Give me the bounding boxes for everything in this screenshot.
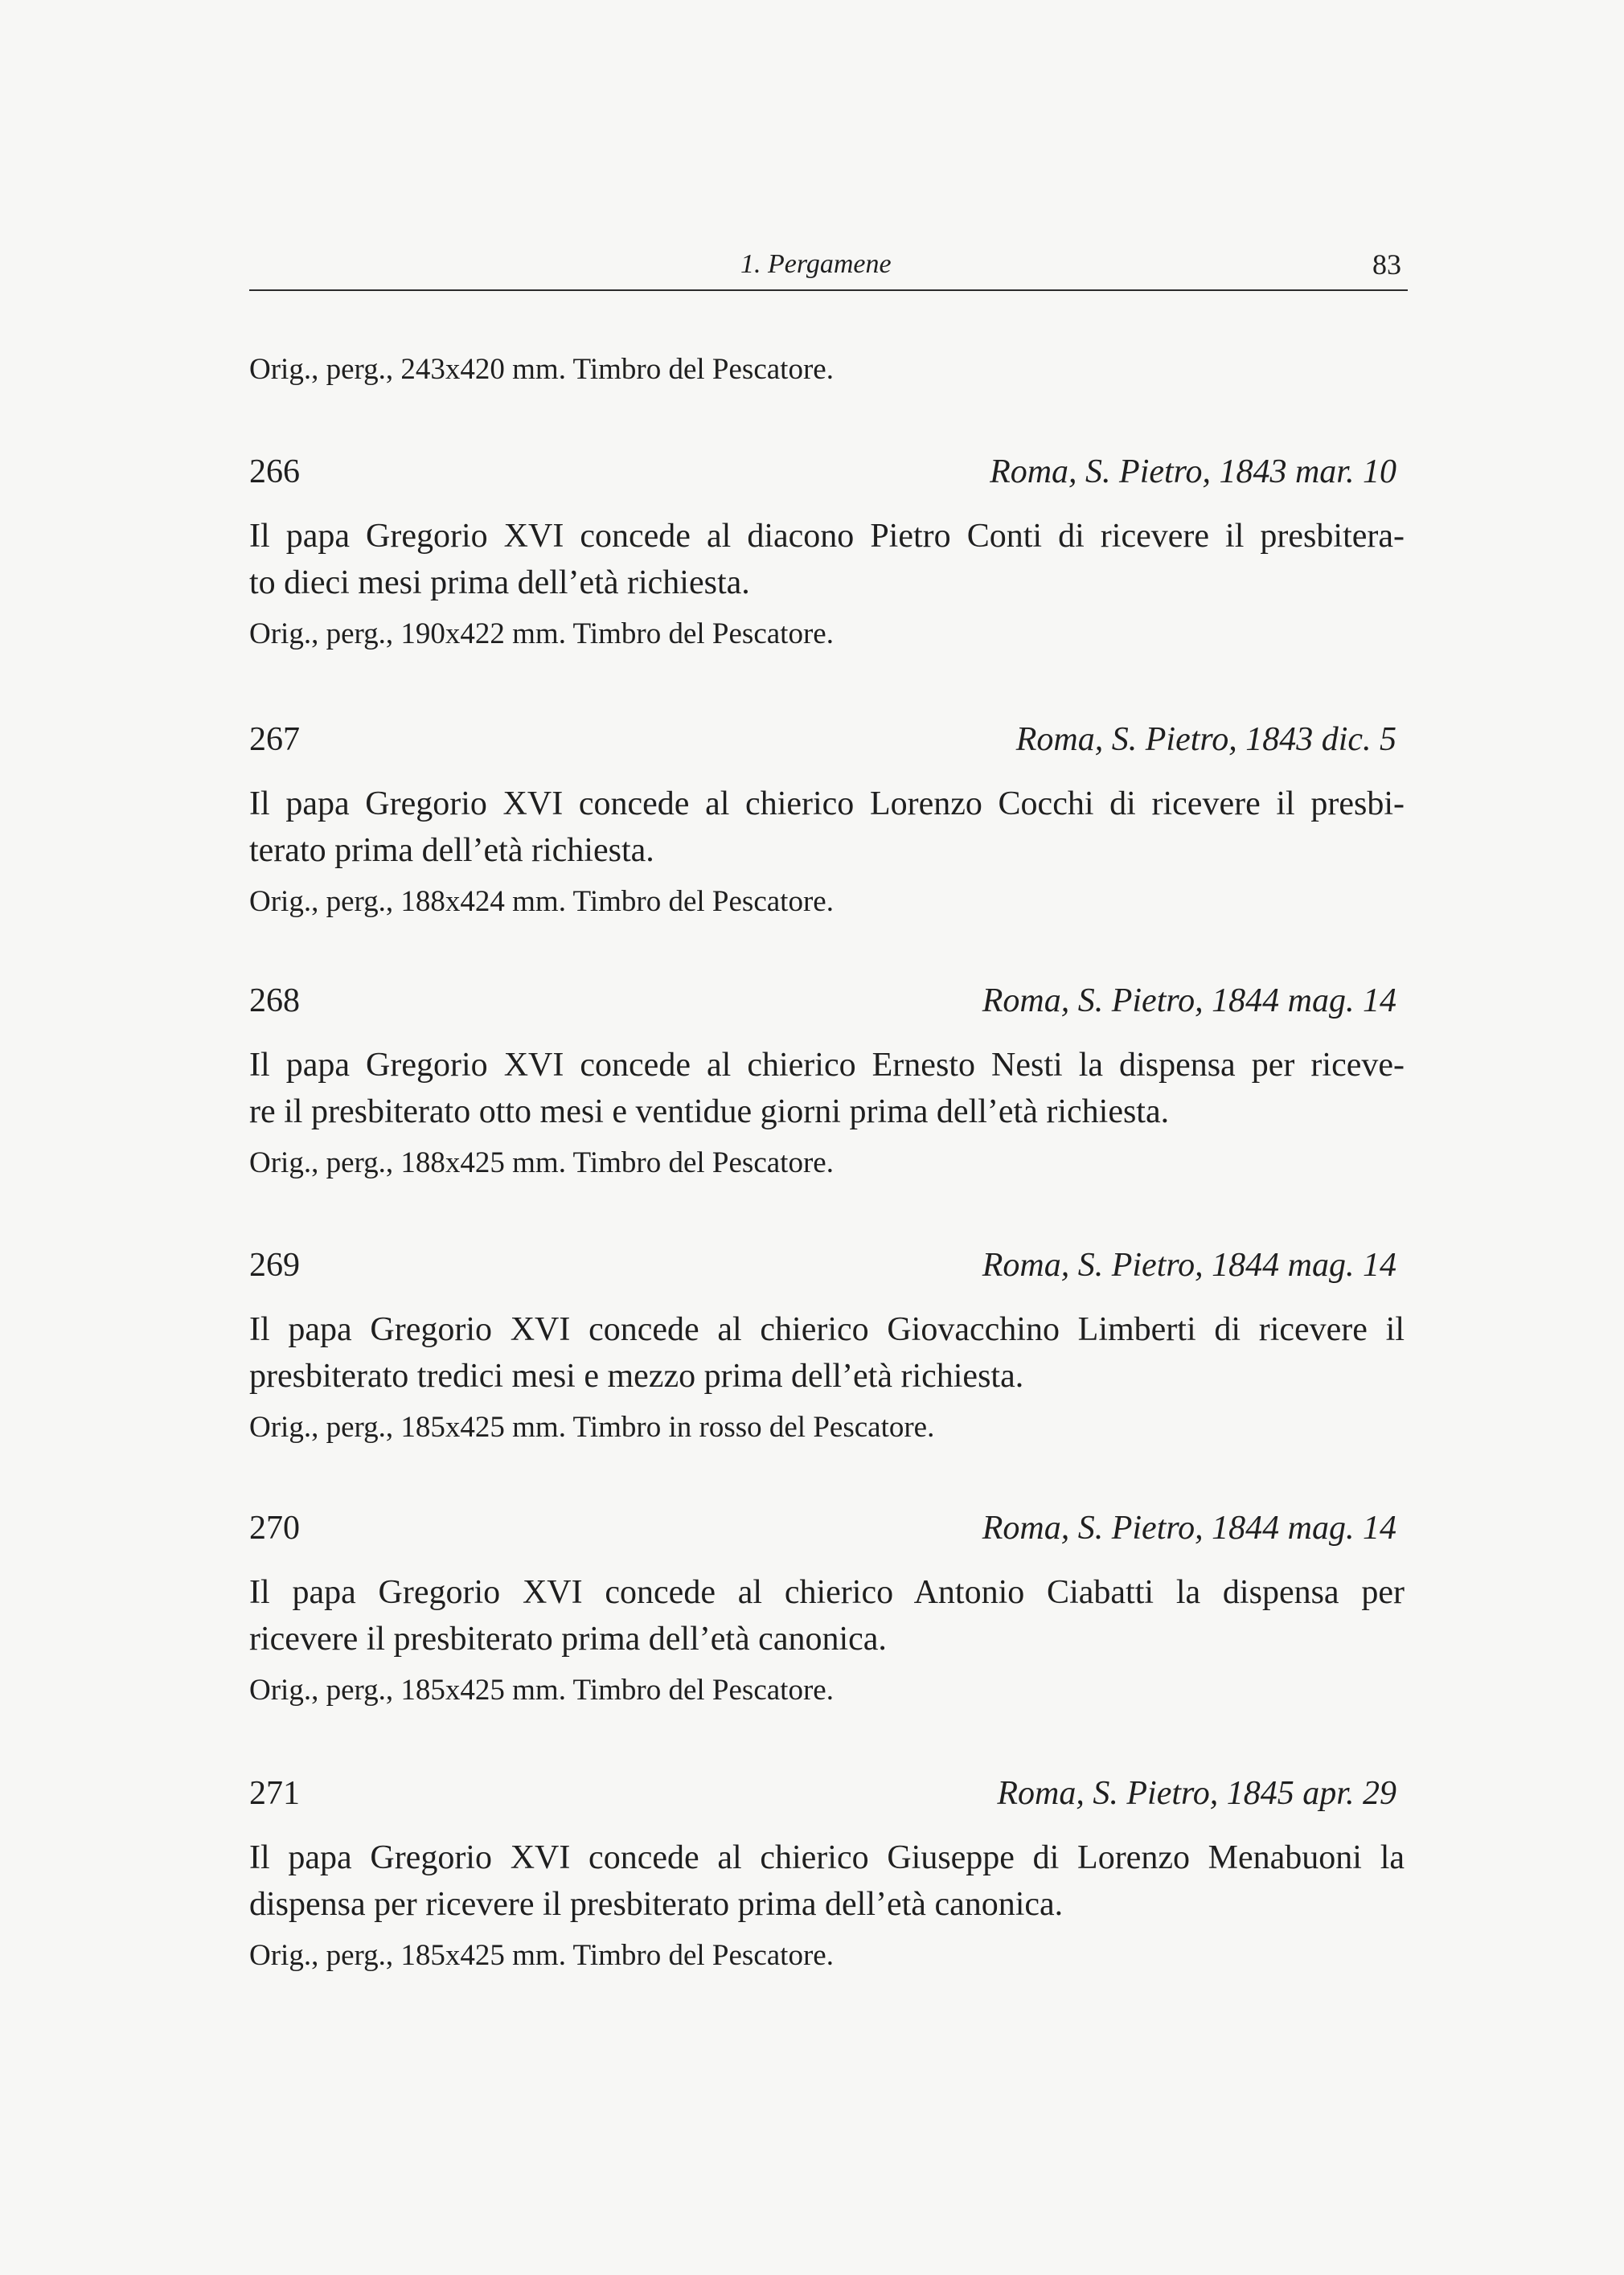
entry (249, 1506, 1405, 1710)
summary-line: presbiterato tredici mesi e mezzo prima dell’età richiesta. (249, 1358, 1024, 1395)
entry-heading (249, 1506, 1405, 1552)
entry-summary (249, 781, 1405, 874)
entry (249, 1771, 1405, 1975)
summary-line: to dieci mesi prima dell’età richiesta. (249, 564, 750, 601)
entry-heading (249, 449, 1405, 495)
entry-number: 271 (249, 1775, 300, 1812)
summary-line: dispensa per ricevere il presbiterato prima dell’età canonica. (249, 1886, 1064, 1923)
entry-summary (249, 1834, 1405, 1928)
entry-place-date: Roma, S. Pietro, 1843 dic. 5 (1015, 721, 1396, 758)
entry-number: 270 (249, 1510, 300, 1547)
entry (249, 1243, 1405, 1447)
entry-heading (249, 1771, 1405, 1817)
summary-line: Il papa Gregorio XVI concede al chierico Lorenzo Cocchi di ricevere il presbi- (249, 785, 1405, 822)
running-head-title: 1. Pergamene (740, 249, 892, 279)
entry (249, 978, 1405, 1183)
entry-number: 269 (249, 1247, 300, 1284)
entry-place-date: Roma, S. Pietro, 1843 mar. 10 (990, 453, 1396, 490)
entry-heading (249, 978, 1405, 1024)
entry-note: Orig., perg., 188x425 mm. Timbro del Pescatore. (249, 1146, 834, 1179)
header-rule (249, 289, 1408, 291)
entry-summary (249, 1042, 1405, 1135)
entry-place-date: Roma, S. Pietro, 1845 apr. 29 (997, 1775, 1396, 1812)
summary-line: Il papa Gregorio XVI concede al chierico Antonio Ciabatti la dispensa per (249, 1574, 1405, 1611)
entry (249, 449, 1405, 654)
summary-line: terato prima dell’età richiesta. (249, 832, 654, 869)
entry-summary (249, 513, 1405, 606)
entry-note: Orig., perg., 185x425 mm. Timbro in rosso del Pescatore. (249, 1411, 935, 1444)
entry-place-date: Roma, S. Pietro, 1844 mag. 14 (982, 1510, 1396, 1547)
entry-place-date: Roma, S. Pietro, 1844 mag. 14 (982, 982, 1396, 1019)
entry-summary (249, 1569, 1405, 1662)
entry-heading (249, 1243, 1405, 1289)
summary-line: Il papa Gregorio XVI concede al chierico Giovacchino Limberti di ricevere il (249, 1311, 1405, 1348)
summary-line: Il papa Gregorio XVI concede al diacono Pietro Conti di ricevere il presbitera- (249, 518, 1405, 555)
entry (249, 717, 1405, 921)
entry-heading (249, 717, 1405, 763)
entry-note: Orig., perg., 190x422 mm. Timbro del Pescatore. (249, 617, 834, 650)
summary-line: Il papa Gregorio XVI concede al chierico Ernesto Nesti la dispensa per riceve- (249, 1047, 1405, 1084)
entry-number: 266 (249, 453, 300, 490)
entry-place-date: Roma, S. Pietro, 1844 mag. 14 (982, 1247, 1396, 1284)
entry-note: Orig., perg., 188x424 mm. Timbro del Pescatore. (249, 885, 834, 918)
entry-note: Orig., perg., 185x425 mm. Timbro del Pescatore. (249, 1939, 834, 1972)
entry-summary (249, 1306, 1405, 1400)
running-head (249, 246, 1408, 283)
summary-line: Il papa Gregorio XVI concede al chierico Giuseppe di Lorenzo Menabuoni la (249, 1839, 1405, 1876)
preceding-entry-note: Orig., perg., 243x420 mm. Timbro del Pescatore. (249, 353, 834, 386)
entry-number: 267 (249, 721, 300, 758)
entry-note: Orig., perg., 185x425 mm. Timbro del Pescatore. (249, 1674, 834, 1707)
page-number: 83 (1372, 248, 1401, 281)
entry-number: 268 (249, 982, 300, 1019)
summary-line: ricevere il presbiterato prima dell’età canonica. (249, 1621, 887, 1658)
summary-line: re il presbiterato otto mesi e ventidue giorni prima dell’età richiesta. (249, 1093, 1170, 1130)
